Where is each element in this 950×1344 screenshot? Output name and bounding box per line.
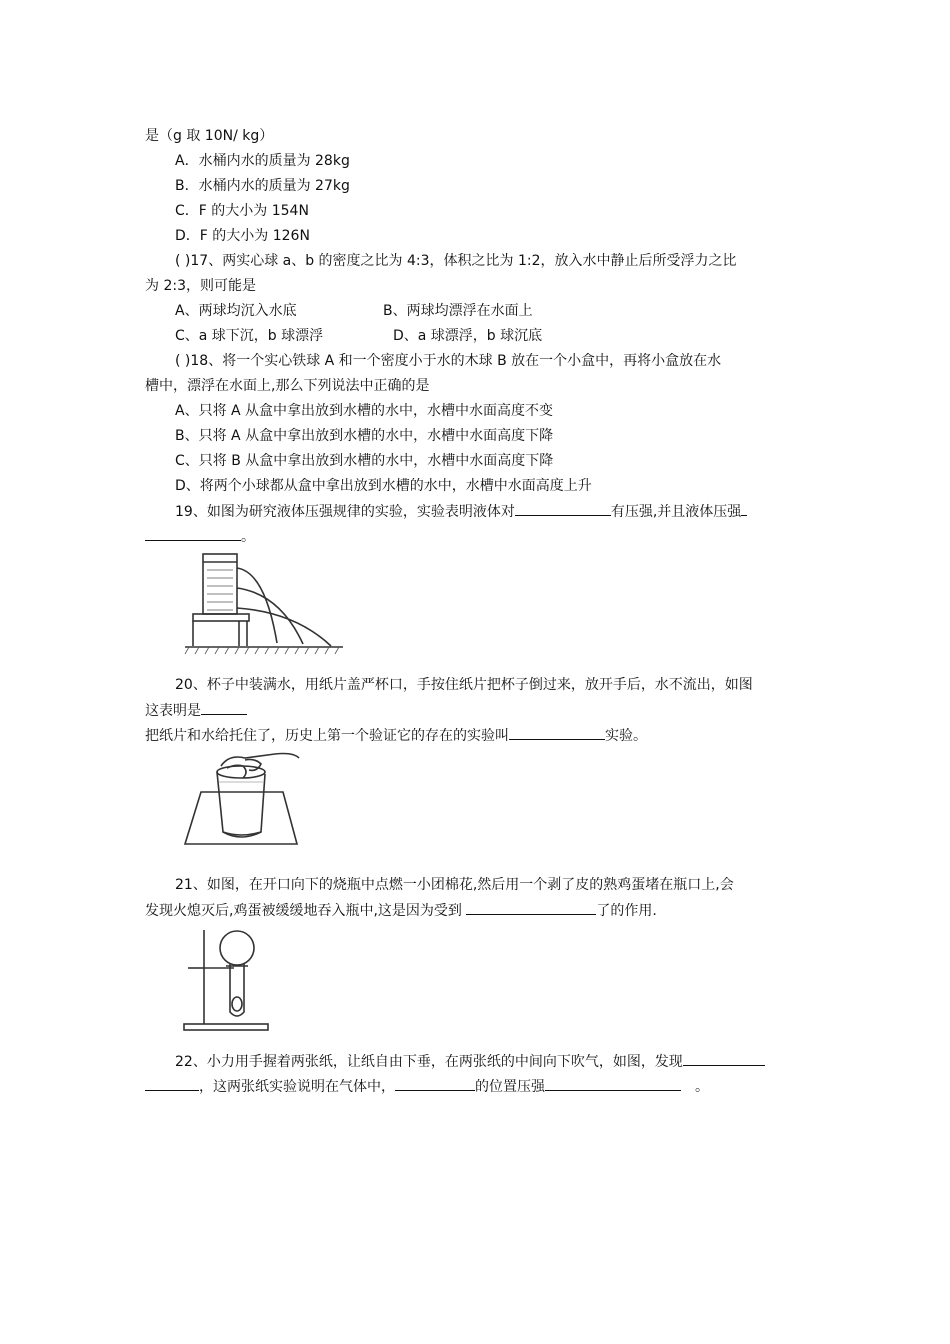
intro-line: 是（g 取 10N/ kg） (145, 128, 274, 144)
q16-option-b: B．水桶内水的质量为 27kg (175, 178, 350, 194)
q21-stem-2: 发现火熄灭后,鸡蛋被缓缓地吞入瓶中,这是因为受到 了的作用. (145, 900, 657, 921)
q19-blank-1[interactable] (515, 501, 611, 516)
q19-stem-2: 。 (145, 526, 255, 547)
q20-blank-2[interactable] (509, 725, 605, 740)
liquid-pressure-figure (185, 548, 345, 658)
q18-option-a: A、只将 A 从盒中拿出放到水槽的水中，水槽中水面高度不变 (175, 403, 554, 419)
q21-blank-1[interactable] (466, 900, 596, 915)
q17-options-row-1 (175, 301, 533, 321)
q20-stem-3: 把纸片和水给托住了，历史上第一个验证它的存在的实验叫 实验。 (145, 725, 647, 746)
q17-options-row-2 (175, 326, 542, 346)
inverted-cup-figure (183, 752, 301, 848)
q18-stem-2: 槽中，漂浮在水面上,那么下列说法中正确的是 (145, 378, 430, 394)
q16-option-c: C．F 的大小为 154N (175, 203, 309, 219)
q17-option-b: B、两球均漂浮在水面上 (383, 303, 533, 319)
q17-option-d: D、a 球漂浮，b 球沉底 (393, 328, 543, 344)
q19-blank-2a[interactable] (741, 501, 747, 516)
q16-option-a: A．水桶内水的质量为 28kg (175, 153, 350, 169)
q18-option-b: B、只将 A 从盒中拿出放到水槽的水中，水槽中水面高度下降 (175, 428, 554, 444)
q19-stem-1: 19、如图为研究液体压强规律的实验，实验表明液体对 有压强,并且液体压强 (175, 501, 747, 522)
q22-stem-1: 22、小力用手握着两张纸，让纸自由下垂，在两张纸的中间向下吹气，如图，发现 (175, 1051, 765, 1072)
q22-blank-2[interactable] (395, 1076, 475, 1091)
q22-blank-3[interactable] (545, 1076, 681, 1091)
q16-option-d: D．F 的大小为 126N (175, 228, 310, 244)
q20-stem-1: 20、杯子中装满水，用纸片盖严杯口，手按住纸片把杯子倒过来，放开手后，水不流出，如图 (175, 677, 753, 693)
q18-stem-1: ( )18、将一个实心铁球 A 和一个密度小于水的木球 B 放在一个小盒中，再将小盒放在水 (175, 353, 722, 369)
q18-option-c: C、只将 B 从盒中拿出放到水槽的水中，水槽中水面高度下降 (175, 453, 554, 469)
q22-stem-2: ，这两张纸实验说明在气体中， 的位置压强 。 (145, 1076, 709, 1097)
q20-stem-2: 这表明是 (145, 700, 247, 721)
q22-blank-1b[interactable] (145, 1076, 199, 1091)
q19-blank-2b[interactable] (145, 526, 241, 541)
q17-option-a: A、两球均沉入水底 (175, 303, 297, 319)
q17-stem-2: 为 2:3，则可能是 (145, 278, 256, 294)
q18-option-d: D、将两个小球都从盒中拿出放到水槽的水中，水槽中水面高度上升 (175, 478, 592, 494)
q17-option-c: C、a 球下沉，b 球漂浮 (175, 328, 324, 344)
q22-blank-1a[interactable] (683, 1051, 765, 1066)
q21-stem-1: 21、如图，在开口向下的烧瓶中点燃一小团棉花,然后用一个剥了皮的熟鸡蛋堵在瓶口上,会 (175, 877, 734, 893)
flask-egg-figure (182, 924, 272, 1034)
q20-blank-1[interactable] (201, 700, 247, 715)
q17-stem-1: ( )17、两实心球 a、b 的密度之比为 4:3，体积之比为 1:2，放入水中静止后所受浮力之比 (175, 253, 737, 269)
